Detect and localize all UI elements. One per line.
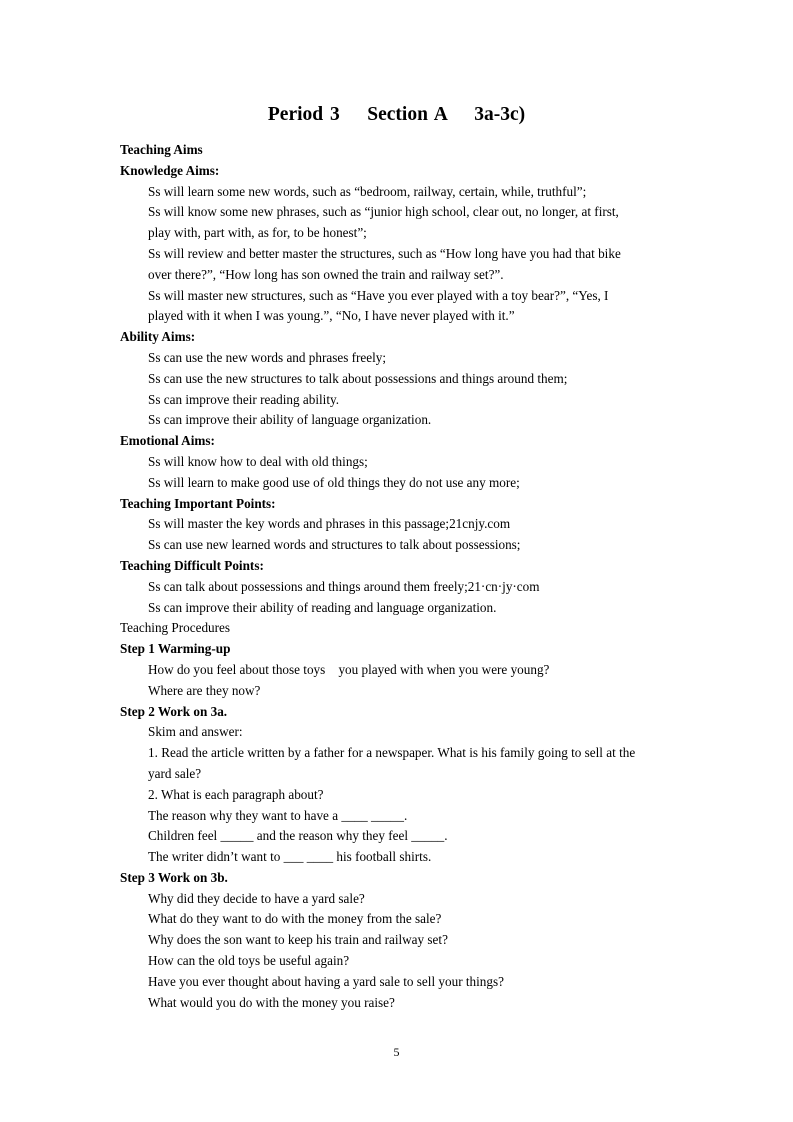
section-heading: Step 2 Work on 3a.	[120, 703, 228, 719]
text-line: 2. What is each paragraph about?	[148, 786, 324, 802]
text-line: Why does the son want to keep his train and railway set?	[148, 932, 448, 948]
text-line: Ss can improve their ability of reading and language organization.	[148, 599, 497, 615]
text-line: Children feel _____ and the reason why they feel _____.	[148, 828, 448, 844]
text-line: What would you do with the money you raise?	[148, 994, 395, 1010]
text-line: Ss will know how to deal with old things;	[148, 453, 368, 469]
text-line: over there?”, “How long has son owned the train and railway set?”.	[148, 266, 504, 282]
text-line: Ss will learn to make good use of old things they do not use any more;	[148, 474, 520, 490]
page-number: 5	[393, 1045, 400, 1059]
text-line: Ss will master the key words and phrases in this passage;21cnjy.com	[148, 516, 511, 532]
section-heading: Step 1 Warming-up	[120, 641, 231, 657]
text-line: Ss can use the new structures to talk about possessions and things around them;	[148, 370, 568, 386]
text-line: Ss can use the new words and phrases freely;	[148, 349, 387, 365]
section-heading: Teaching Important Points:	[120, 495, 276, 511]
text-line: Why did they decide to have a yard sale?	[148, 890, 365, 906]
text-line: The reason why they want to have a ____ _____.	[148, 807, 408, 823]
section-heading: Teaching Aims	[120, 142, 203, 157]
text-line: played with it when I was young.”, “No, I have never played with it.”	[148, 308, 515, 324]
section-heading: Knowledge Aims:	[120, 162, 220, 178]
text-line: yard sale?	[148, 765, 202, 781]
document-body	[120, 140, 680, 1013]
section-heading: Step 3 Work on 3b.	[120, 869, 228, 885]
text-line: Ss can talk about possessions and things around them freely;21·cn·jy·com	[148, 578, 540, 594]
text-line: What do they want to do with the money from the sale?	[148, 911, 442, 927]
section-heading: Teaching Difficult Points:	[120, 557, 264, 573]
text-line: Ss will master new structures, such as “Have you ever played with a toy bear?”, “Yes, I	[148, 287, 609, 303]
section-heading: Emotional Aims:	[120, 433, 215, 449]
section-heading: Ability Aims:	[120, 329, 196, 345]
text-line: Ss will review and better master the structures, such as “How long have you had that bike	[148, 245, 621, 261]
text-line: Ss can use new learned words and structures to talk about possessions;	[148, 537, 521, 553]
text-line: Ss can improve their ability of language organization.	[148, 412, 432, 428]
text-line: How can the old toys be useful again?	[148, 953, 350, 969]
text-line: Skim and answer:	[148, 724, 243, 740]
text-line: Where are they now?	[148, 682, 261, 698]
text-line: play with, part with, as for, to be honest”;	[148, 225, 367, 241]
text-line: Ss will know some new phrases, such as “junior high school, clear out, no longer, at first,	[148, 204, 619, 220]
text-line: Ss will learn some new words, such as “bedroom, railway, certain, while, truthful”;	[148, 183, 587, 199]
text-line: Ss can improve their reading ability.	[148, 391, 340, 407]
text-line: 1. Read the article written by a father for a newspaper. What is his family going to sell at the	[148, 745, 636, 761]
page-title: Period 3 Section A 3a-3c)	[267, 104, 526, 125]
text-line: Teaching Procedures	[120, 620, 231, 636]
text-line: Have you ever thought about having a yard sale to sell your things?	[148, 973, 504, 989]
text-line: How do you feel about those toys you played with when you were young?	[148, 661, 550, 677]
text-line: The writer didn’t want to ___ ____ his football shirts.	[148, 849, 432, 865]
